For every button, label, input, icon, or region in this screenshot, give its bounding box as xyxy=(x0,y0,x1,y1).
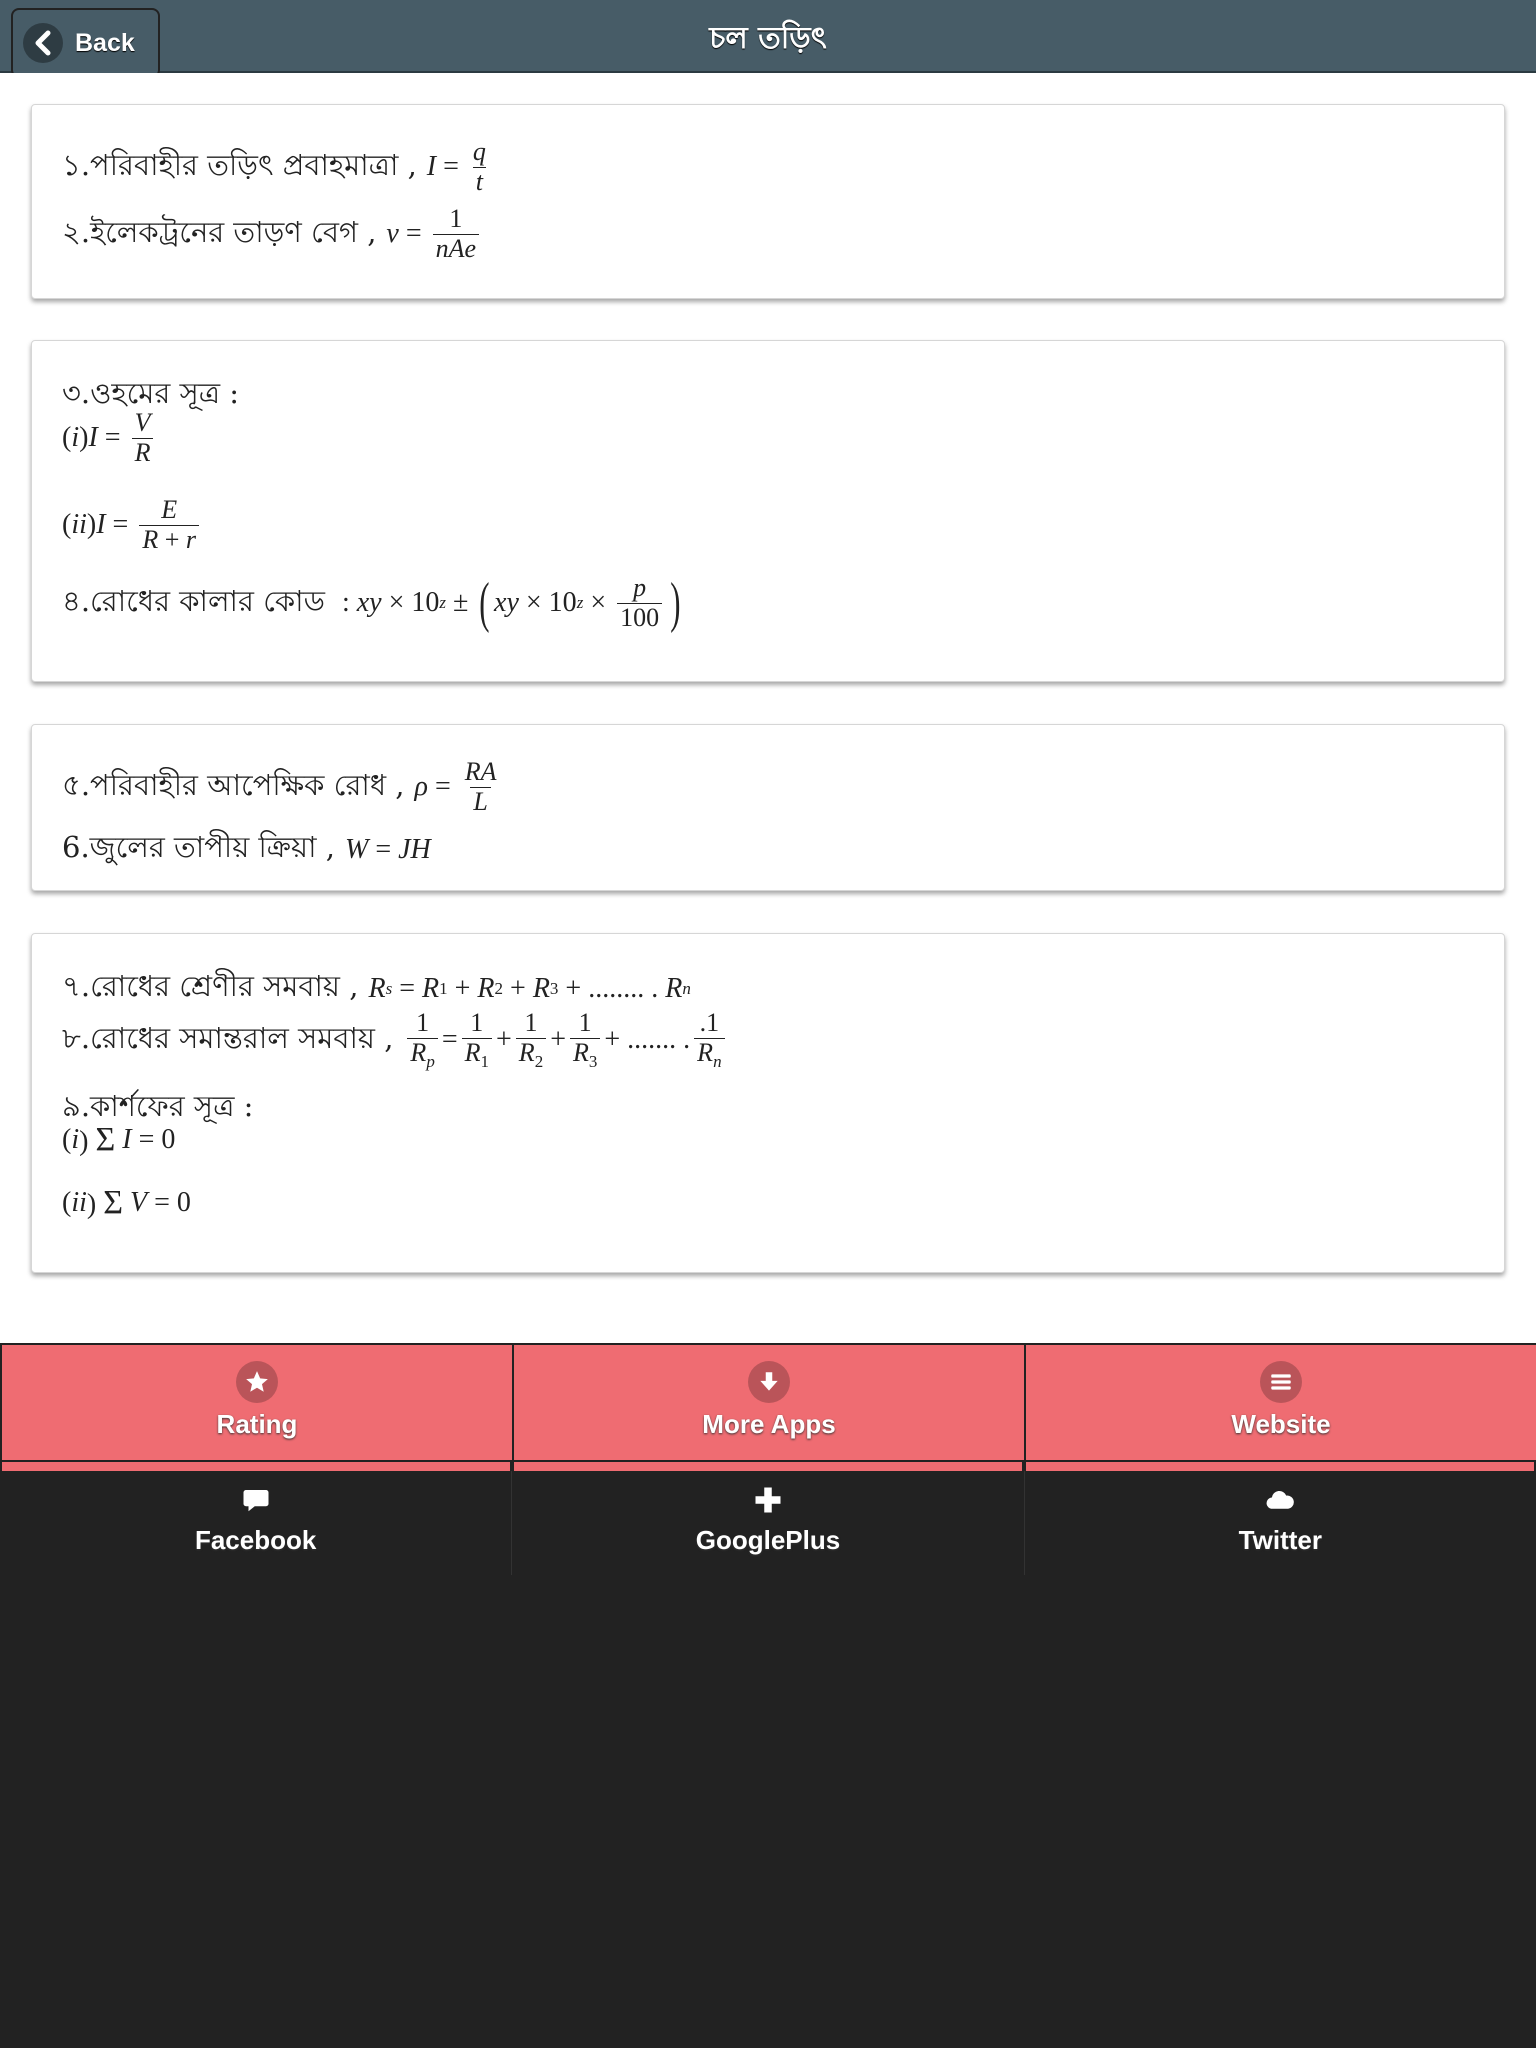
formula-color-code-math: : xy × 10 z ± ( xy × 10 z × $\frac{p}{100}$ ) xyxy=(334,572,681,634)
formula-card-2 xyxy=(31,340,1505,682)
action-button-bar xyxy=(0,1343,1536,1471)
formula-label: ৭.রোধের শ্রেণীর সমবায় , xyxy=(62,969,359,1003)
formula-line-ohm-ii xyxy=(62,496,203,554)
twitter-label: Twitter xyxy=(1238,1525,1322,1555)
more-apps-button[interactable] xyxy=(512,1343,1026,1471)
formula-line-parallel xyxy=(62,1009,729,1071)
formula-label: ৮.রোধের সমান্তরাল সমবায় , xyxy=(62,1020,394,1055)
formula-label: ৩.ওহমের সূত্র : xyxy=(62,376,240,410)
facebook-label: Facebook xyxy=(194,1525,317,1555)
formula-line-kirchhoff-ii xyxy=(62,1184,191,1222)
formula-label: ৫.পরিবাহীর আপেক্ষিক রোধ , xyxy=(62,767,405,802)
formula-parallel-math: $\frac{1}{R_p}$ = $\frac{1}{R_1}$ + $\frac{1}{R_2}$ + $\frac{1}{R_3}$ + ....... . $\frac{.1}{R_n}$ xyxy=(403,1009,728,1071)
formula-joule-math: W = JH xyxy=(344,833,431,865)
formula-card-3 xyxy=(31,724,1505,891)
formula-line-joule xyxy=(62,825,431,874)
formula-line-current xyxy=(62,138,493,196)
formula-ohm-ii-math: ( ii ) I = $\frac{E}{R + r}$ xyxy=(62,496,203,554)
formula-card-4 xyxy=(31,933,1505,1273)
cloud-icon xyxy=(1261,1481,1299,1519)
formula-line-series xyxy=(62,964,691,1013)
formula-line-kirchhoff-i xyxy=(62,1121,175,1159)
download-arrow-icon xyxy=(748,1361,790,1403)
header-bar xyxy=(0,0,1536,73)
button-divider-strip xyxy=(0,1460,1536,1471)
formula-label: 6.জুলের তাপীয় ক্রিয়া , xyxy=(62,830,335,864)
formula-current-math: I = $\frac{q}{t}$ xyxy=(426,137,486,196)
googleplus-button[interactable] xyxy=(511,1471,1023,1575)
rating-label: Rating xyxy=(216,1409,298,1439)
website-button[interactable] xyxy=(1024,1343,1536,1471)
social-button-bar xyxy=(0,1471,1536,1575)
googleplus-label: GooglePlus xyxy=(695,1525,841,1555)
formula-kirchhoff-i-math: ( i ) Σ I = 0 xyxy=(62,1121,176,1158)
formula-label: ৪.রোধের কালার কোড xyxy=(62,583,325,618)
formula-resistivity-math: ρ = $\frac{RA}{L}$ xyxy=(414,757,497,816)
formula-line-ohm-i xyxy=(62,409,157,467)
formula-line-drift-velocity xyxy=(62,205,483,263)
menu-bars-icon xyxy=(1260,1361,1302,1403)
formula-label: ১.পরিবাহীর তড়িৎ প্রবাহমাত্রা , xyxy=(62,147,417,182)
speech-bubble-icon xyxy=(237,1481,275,1519)
formula-line-color-code xyxy=(62,571,685,635)
formula-content xyxy=(0,73,1536,1343)
formula-drift-math: v = $\frac{1}{\text{nAe}}$ xyxy=(386,205,483,263)
rating-button[interactable] xyxy=(0,1343,514,1471)
formula-ohm-i-math: ( i ) I = $\frac{V}{R}$ xyxy=(62,409,157,467)
formula-label: ৯.কার্শফের সূত্র : xyxy=(62,1089,254,1123)
formula-card-1 xyxy=(31,104,1505,299)
plus-icon xyxy=(749,1481,787,1519)
star-icon xyxy=(236,1361,278,1403)
more-apps-label: More Apps xyxy=(702,1409,836,1439)
website-label: Website xyxy=(1231,1409,1331,1439)
formula-label: ২.ইলেকট্রনের তাড়ণ বেগ , xyxy=(62,214,377,249)
formula-series-math: R s = R 1 + R 2 + R 3 + ........ . R n xyxy=(368,972,691,1004)
formula-line-resistivity xyxy=(62,758,504,816)
facebook-button[interactable] xyxy=(0,1471,511,1575)
formula-kirchhoff-ii-math: ( ii ) Σ V = 0 xyxy=(62,1184,191,1221)
back-button-label: Back xyxy=(75,28,135,57)
page-title: চল তড়িৎ xyxy=(709,21,827,56)
twitter-button[interactable] xyxy=(1024,1471,1536,1575)
